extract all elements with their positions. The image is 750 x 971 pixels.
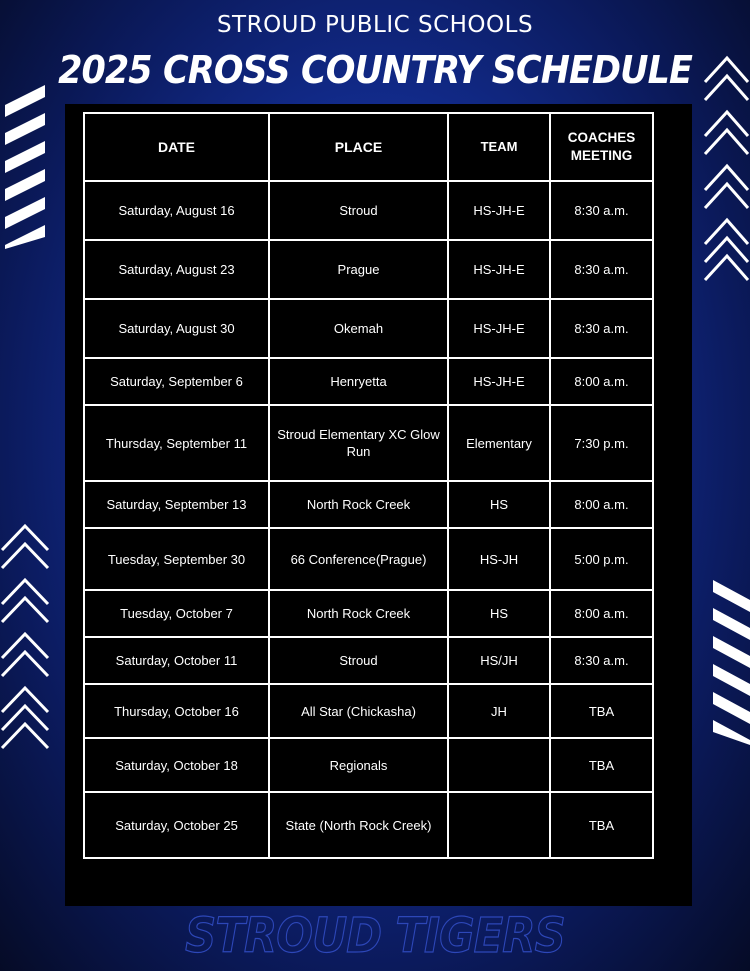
date-header: DATE — [84, 113, 269, 181]
place-cell: Stroud Elementary XC Glow Run — [269, 405, 448, 481]
place-cell: Henryetta — [269, 358, 448, 405]
date-cell: Saturday, September 13 — [84, 481, 269, 528]
meeting-time-cell: 8:30 a.m. — [550, 299, 653, 358]
meeting-time-cell: TBA — [550, 738, 653, 792]
place-cell: State (North Rock Creek) — [269, 792, 448, 858]
date-cell: Tuesday, September 30 — [84, 528, 269, 590]
table-row — [84, 684, 653, 738]
table-row — [84, 299, 653, 358]
team-cell: HS/JH — [448, 637, 550, 684]
team-cell: HS — [448, 481, 550, 528]
chevron-stack-right-icon — [703, 52, 750, 284]
meeting-time-cell: 8:00 a.m. — [550, 358, 653, 405]
date-cell: Tuesday, October 7 — [84, 590, 269, 637]
slash-stripes-left-icon — [0, 85, 50, 250]
schedule-table — [83, 112, 654, 859]
date-cell: Saturday, October 18 — [84, 738, 269, 792]
schedule-title: 2025 CROSS COUNTRY SCHEDULE — [58, 48, 692, 92]
meeting-time-cell: TBA — [550, 792, 653, 858]
team-cell: HS-JH-E — [448, 181, 550, 240]
table-row — [84, 240, 653, 299]
date-cell: Thursday, October 16 — [84, 684, 269, 738]
table-row — [84, 181, 653, 240]
footer-team-name: STROUD TIGERS — [185, 908, 565, 964]
date-cell: Saturday, October 25 — [84, 792, 269, 858]
table-row — [84, 528, 653, 590]
table-row — [84, 792, 653, 858]
meeting-time-cell: 5:00 p.m. — [550, 528, 653, 590]
team-cell: HS — [448, 590, 550, 637]
table-header-row — [84, 113, 653, 181]
meeting-time-cell: 8:00 a.m. — [550, 590, 653, 637]
place-cell: All Star (Chickasha) — [269, 684, 448, 738]
coaches-header-line2: MEETING — [570, 148, 633, 163]
meeting-time-cell: 8:30 a.m. — [550, 240, 653, 299]
chevron-stack-left-icon — [0, 520, 50, 752]
date-cell: Saturday, September 6 — [84, 358, 269, 405]
date-cell: Thursday, September 11 — [84, 405, 269, 481]
date-cell: Saturday, October 11 — [84, 637, 269, 684]
meeting-time-cell: TBA — [550, 684, 653, 738]
team-cell: Elementary — [448, 405, 550, 481]
place-cell: North Rock Creek — [269, 590, 448, 637]
date-cell: Saturday, August 16 — [84, 181, 269, 240]
place-header: PLACE — [269, 113, 448, 181]
coaches-header-line1: COACHES — [567, 130, 636, 145]
team-header: TEAM — [448, 113, 550, 181]
place-cell: Stroud — [269, 181, 448, 240]
meeting-time-cell: 8:30 a.m. — [550, 181, 653, 240]
table-row — [84, 405, 653, 481]
table-row — [84, 358, 653, 405]
team-cell — [448, 792, 550, 858]
date-cell: Saturday, August 30 — [84, 299, 269, 358]
meeting-time-cell: 8:00 a.m. — [550, 481, 653, 528]
place-cell: 66 Conference(Prague) — [269, 528, 448, 590]
place-cell: North Rock Creek — [269, 481, 448, 528]
team-cell: HS-JH — [448, 528, 550, 590]
place-cell: Stroud — [269, 637, 448, 684]
team-cell: HS-JH-E — [448, 299, 550, 358]
slash-stripes-right-icon — [710, 570, 750, 745]
team-cell: JH — [448, 684, 550, 738]
team-cell: HS-JH-E — [448, 240, 550, 299]
org-name: STROUD PUBLIC SCHOOLS — [216, 12, 534, 38]
table-row — [84, 637, 653, 684]
table-row — [84, 738, 653, 792]
date-cell: Saturday, August 23 — [84, 240, 269, 299]
place-cell: Okemah — [269, 299, 448, 358]
coaches-meeting-header — [550, 113, 653, 181]
meeting-time-cell: 7:30 p.m. — [550, 405, 653, 481]
team-cell — [448, 738, 550, 792]
table-row — [84, 481, 653, 528]
team-cell: HS-JH-E — [448, 358, 550, 405]
place-cell: Regionals — [269, 738, 448, 792]
place-cell: Prague — [269, 240, 448, 299]
meeting-time-cell: 8:30 a.m. — [550, 637, 653, 684]
table-row — [84, 590, 653, 637]
